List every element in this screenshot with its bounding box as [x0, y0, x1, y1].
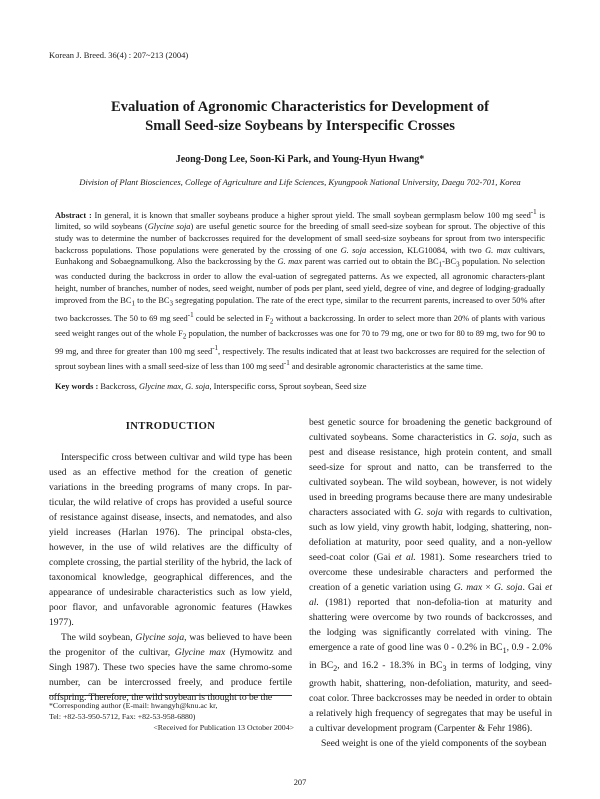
keyword-text: , Interspecific corss, Sprout soybean, Seed size: [209, 382, 367, 391]
abstract-text: segregating population. The rate of the erect type, similar to the recurrent parents, increased to over 50% after two backcrosses. The 50 to 69 mg seed: [55, 295, 546, 323]
subscript: 2: [182, 332, 187, 341]
section-heading: INTRODUCTION: [125, 421, 216, 432]
species-name: G. soja: [493, 582, 523, 593]
superscript: -1: [530, 208, 537, 216]
body-text: 1981). Some researchers tried to overcome these undesirable characters and performed the creation of a genetic variation using: [309, 552, 552, 593]
subscript: 1: [131, 299, 135, 308]
body-paragraph: Seed weight is one of the yield components of the soybean: [321, 737, 547, 749]
species-name: G. max: [277, 257, 303, 267]
title-line-1: Evaluation of Agronomic Characteristics for Development of: [110, 99, 490, 115]
abstract-text: could be selected in F: [193, 313, 270, 323]
abstract-text: population, the number of backcrosses was one for 70 to 79 mg, one or two for 80 to 89 mg, two for 90 to 99 mg, and three for greater than 100 mg seed: [55, 328, 545, 357]
body-text: (1981) reported that non-defolia-tion at maturity and shattering were overcome by two rounds of backcrosses, and the lodging was significantly correlated with vining. The emergence a rate of good line was 0 - 0.2% in BC: [309, 597, 552, 653]
abstract-text: accession, KLG10084, with two: [366, 245, 486, 255]
abstract: [55, 207, 545, 372]
abstract-text: In general, it is known that smaller soybeans produce a higher sprout yield. The small soybean germplasm below 100 mg seed: [91, 210, 531, 220]
abstract-text: and desirable agronomic characteristics at the same time.: [289, 361, 483, 371]
citation-italic: et al.: [309, 582, 552, 608]
subscript: 2: [333, 663, 338, 673]
species-name: G. max: [485, 245, 511, 255]
abstract-text: to the BC: [134, 295, 170, 305]
species-name: G. max: [453, 582, 483, 593]
subscript: 3: [456, 260, 460, 269]
abstract-text: ) are useful genetic source for the breeding of small seed-size soybean for sprout. The objective of this study was to determine the number of backcrosses required for the development of small seed-size soybeans for sprout from two interspecific backcross populations. Those populations were generated by the crossing of one: [55, 222, 545, 255]
keywords-label: Key words :: [55, 382, 99, 391]
footnote-divider: [49, 695, 292, 696]
footnote: [49, 700, 294, 733]
abstract-text: parent was carried out to obtain the BC: [302, 257, 439, 267]
right-column: [309, 415, 552, 751]
body-text: , and 16.2 - 18.3% in BC: [337, 659, 443, 671]
footnote-contact: Tel: +82-53-950-5712, Fax: +82-53-958-6880): [49, 712, 196, 721]
body-text: The wild soybean,: [61, 632, 136, 643]
received-date: <Received for Publication 13 October 2004>: [153, 723, 294, 732]
subscript: 3: [442, 663, 447, 673]
body-text: (Hymowitz and Singh 1987). These two species have the same chromo-some number, can be intercrossed freely, and produce fertile offspring. Therefore, the wild soybean is thought to be the: [49, 647, 292, 703]
body-paragraph: Interspecific cross between cultivar and wild type has been used as an effective method for the creation of genetic variations in the breeding programs of many crops. In par-ticular, the wild relative of crops has provided a useful source of resistance against disease, insects, and nematodes, and also yield increases (Harlan 1976). The principal obsta-cles, however, in the use of wild relatives are the difficulty of complete crossing, the partial sterility of the hybrid, the lack of taxonomical knowledge, geographical differences, and the appearance of undesirable characteristics such as low yield, poor flavor, and unfavorable agronomic features (Hawkes 1977).: [49, 452, 292, 628]
body-text: , 0.9 - 2.0% in BC: [309, 642, 552, 671]
body-text: ×: [482, 582, 494, 593]
body-text: . Gai: [522, 582, 546, 593]
species-name: Glycine max: [138, 382, 182, 391]
species-name: G. soja: [185, 382, 210, 391]
title-line-2: Small Seed-size Soybeans by Interspecific Crosses: [145, 118, 455, 134]
author-list: Jeong-Dong Lee, Soon-Ki Park, and Young-Hyun Hwang*: [175, 154, 425, 165]
abstract-text: without a backcrossing. In order to select more than 20% of plants with various seed weight ranges out of the whole F: [55, 313, 546, 338]
abstract-text: population. No selection was conducted during the backcross in order to allow the eval-uation of segregated patterns. As we expected, all agronomic characters-plant height, number of branches, number of nodes, seed weight, number of pods per plant, seed yield, degree of vine, and degree of lodging-gradually improved from the BC: [55, 257, 545, 305]
species-name: G. soja: [487, 432, 517, 443]
body-text: , such as pest and disease resistance, high protein content, and small seed-size for sprout and natto, can be transferred to the cultivated soybean. The wild soybean, however, is not widely used in breeding programs because there are many undesirable characters associated with: [309, 432, 553, 518]
subscript: 1: [438, 260, 443, 269]
body-text: , was believed to have been the progenitor of the cultivar,: [49, 632, 292, 658]
keyword-text: Backcross,: [98, 382, 139, 391]
keywords: [55, 381, 545, 393]
body-text: best genetic source for broadening the genetic background of cultivated soybeans. Some characteristics in: [309, 417, 552, 443]
paper-title: [60, 98, 540, 136]
abstract-text: , respectively. The results indicated that at least two backcrosses are required for the selection of sprout soybean lines with a small seed-size of less than 100 mg seed: [55, 347, 545, 371]
footnote-author: *Corresponding author (E-mail: hwangyh@knu.ac kr,: [49, 701, 218, 710]
subscript: 2: [269, 317, 274, 326]
body-text: in terms of lodging, viny growth habit, shattering, non-defoliation, maturity, and seed-coat color. Three backcrosses may be needed in order to obtain a relatively high frequency of segregates that may be useful in a cultivar development program (Carpenter & Fehr 1986).: [309, 659, 552, 734]
body-paragraph: [309, 415, 552, 736]
species-name: G. soja: [414, 507, 443, 518]
superscript: -1: [283, 358, 290, 367]
subscript: 1: [502, 645, 507, 655]
species-name: Glycine soja: [147, 222, 191, 232]
body-text: with regards to cultivation, such as low yield, viny growth habit, lodging, shattering, non-defoliation at maturity, poor seed quality, and a non-yellow seed-coat color (Gai: [309, 507, 552, 563]
keyword-text: ,: [181, 382, 186, 391]
superscript: -1: [212, 344, 219, 353]
body-paragraph: [49, 630, 292, 705]
left-column: [49, 420, 292, 705]
citation-italic: et al.: [394, 552, 416, 563]
page-number: 207: [293, 778, 307, 787]
superscript: -1: [187, 310, 194, 319]
abstract-text: -BC: [442, 257, 457, 267]
species-name: Glycine soja: [135, 632, 185, 643]
subscript: 3: [169, 299, 174, 308]
abstract-label: Abstract :: [55, 210, 92, 220]
affiliation: Division of Plant Biosciences, College of Agriculture and Life Sciences, Kyungpook National University, Daegu 702-701, Korea: [79, 177, 521, 187]
abstract-text: is limited, so wild soybeans (: [55, 210, 545, 232]
abstract-text: cultivars, Eunhakong and Sobaegnamulkong. Also the backcrossing by the: [55, 245, 545, 267]
journal-reference: Korean J. Breed. 36(4) : 207~213 (2004): [49, 50, 189, 60]
species-name: Glycine max: [174, 647, 226, 658]
species-name: G. soja: [340, 245, 367, 255]
